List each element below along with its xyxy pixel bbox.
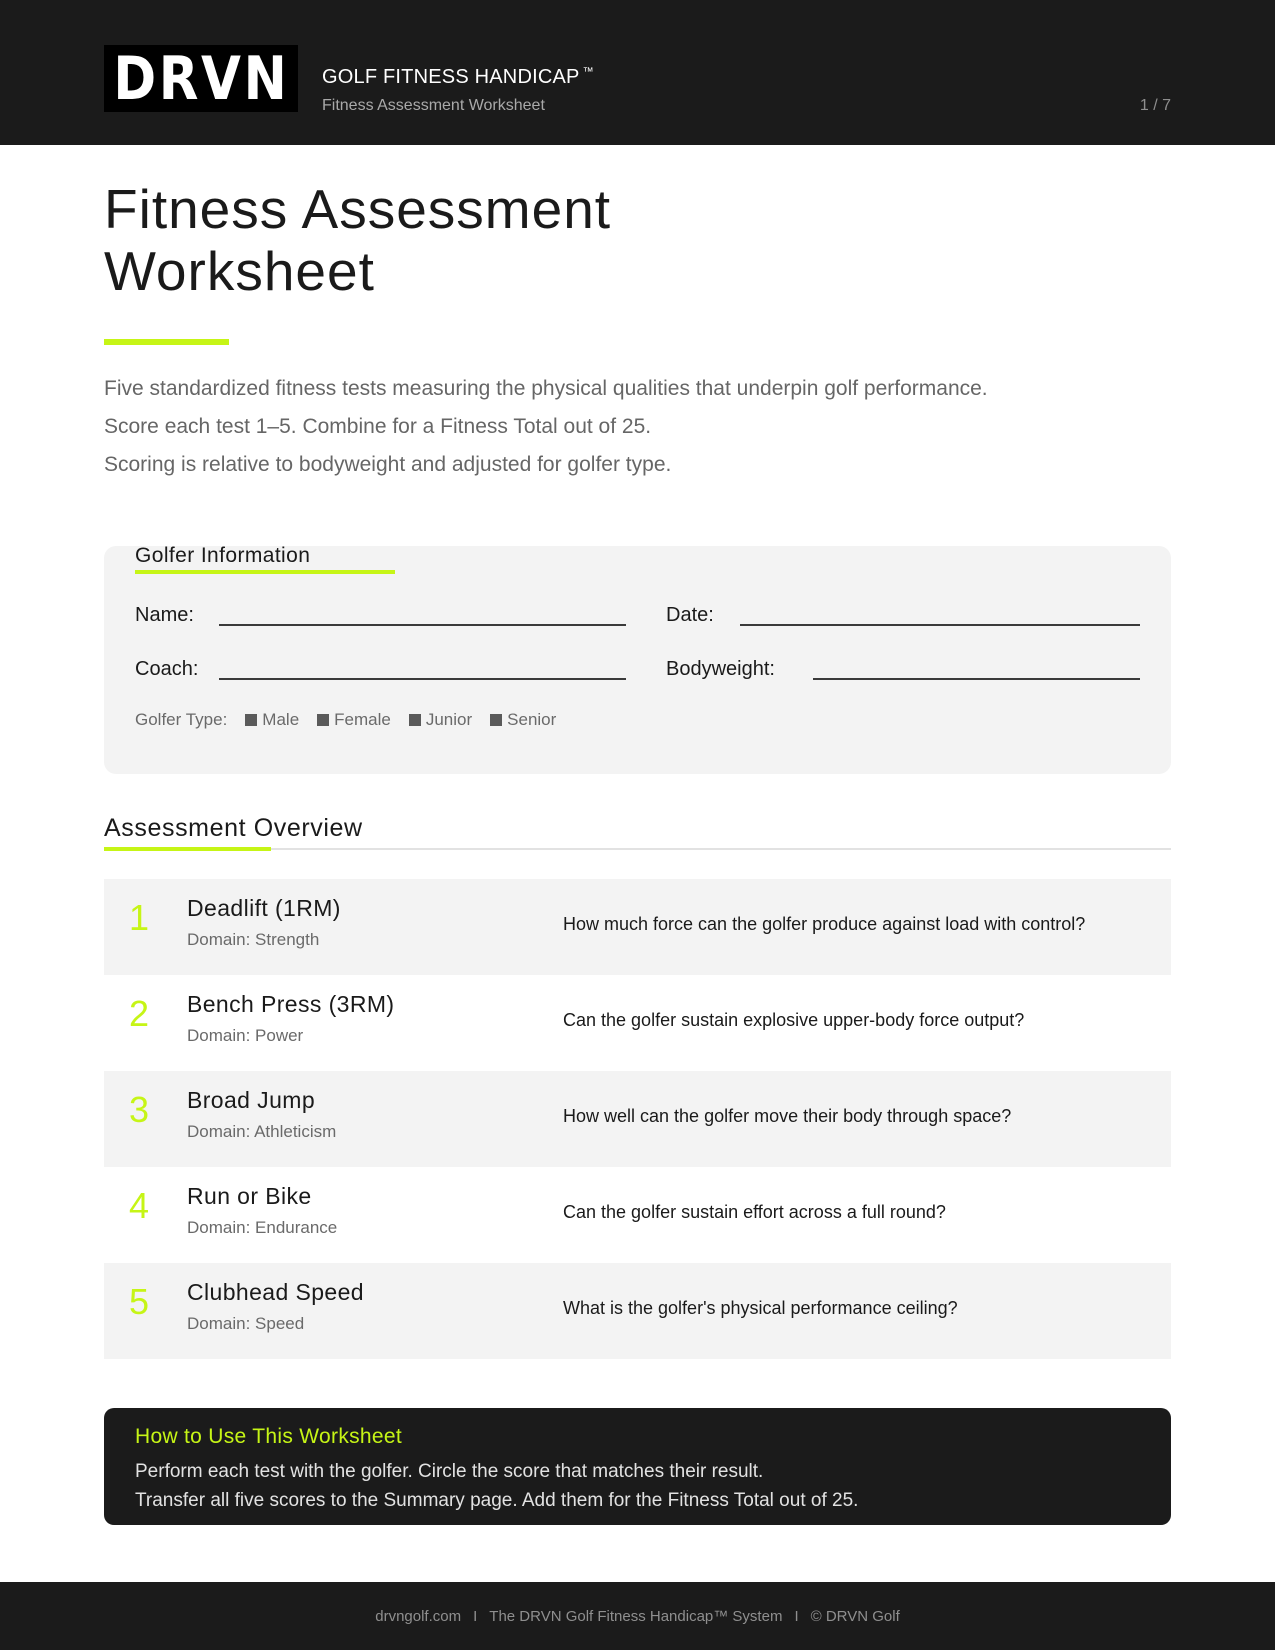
date-field[interactable] <box>740 624 1140 626</box>
golfer-type-row <box>135 710 556 730</box>
golfer-type-label: Golfer Type: <box>135 710 228 729</box>
test-number: 4 <box>129 1185 150 1226</box>
coach-label: Coach: <box>135 658 199 680</box>
name-field[interactable] <box>219 624 626 626</box>
test-name: Run or Bike <box>187 1183 312 1209</box>
test-domain: Domain: Power <box>187 1026 304 1045</box>
header-subtitle: Fitness Assessment Worksheet <box>322 97 545 114</box>
drvn-logo <box>104 45 298 112</box>
test-domain: Domain: Athleticism <box>187 1122 337 1141</box>
test-name: Deadlift (1RM) <box>187 895 341 921</box>
intro-line: Scoring is relative to bodyweight and adjusted for golfer type. <box>104 453 672 476</box>
how-to-use-line: Transfer all five scores to the Summary page. Add them for the Fitness Total out of 25. <box>135 1490 859 1511</box>
golfer-type-option-label: Female <box>334 710 391 729</box>
test-number: 3 <box>129 1089 150 1130</box>
test-name: Broad Jump <box>187 1087 316 1113</box>
checkbox-icon[interactable] <box>490 714 502 726</box>
assessment-row <box>104 1071 1171 1167</box>
title-accent-bar <box>104 339 229 345</box>
test-name: Clubhead Speed <box>187 1279 364 1305</box>
checkbox-icon[interactable] <box>245 714 257 726</box>
golfer-info-accent <box>135 570 395 574</box>
checkbox-icon[interactable] <box>409 714 421 726</box>
assessment-row <box>104 1263 1171 1359</box>
test-domain: Domain: Strength <box>187 930 320 949</box>
assessment-row <box>104 975 1171 1071</box>
golfer-type-senior[interactable] <box>490 710 556 730</box>
test-name: Bench Press (3RM) <box>187 991 395 1017</box>
assessment-row <box>104 879 1171 975</box>
golfer-type-male[interactable] <box>245 710 299 730</box>
footer-copyright: © DRVN Golf <box>810 1607 900 1625</box>
page-title-line-2: Worksheet <box>104 240 375 302</box>
test-number: 5 <box>129 1281 150 1322</box>
golfer-type-female[interactable] <box>317 710 391 730</box>
golfer-type-option-label: Junior <box>425 710 473 729</box>
header-bar <box>0 0 1275 145</box>
test-number: 1 <box>129 897 150 938</box>
bodyweight-field[interactable] <box>813 678 1140 680</box>
test-question: What is the golfer's physical performance ceiling? <box>563 1298 958 1318</box>
how-to-use-title: How to Use This Worksheet <box>135 1425 402 1448</box>
test-question: How much force can the golfer produce against load with control? <box>563 914 1086 934</box>
assessment-row <box>104 1167 1171 1263</box>
checkbox-icon[interactable] <box>317 714 329 726</box>
golfer-type-junior[interactable] <box>409 710 472 730</box>
brand-title <box>322 66 594 89</box>
footer-separator: I <box>794 1607 799 1625</box>
golfer-type-option-label: Senior <box>507 710 557 729</box>
page-title <box>104 178 611 302</box>
test-domain: Domain: Speed <box>187 1314 305 1333</box>
page-title-line-1: Fitness Assessment <box>104 178 612 240</box>
logo-text: DRVN <box>112 43 290 114</box>
test-question: Can the golfer sustain effort across a full round? <box>563 1202 946 1222</box>
intro-line: Five standardized fitness tests measuring the physical qualities that underpin golf performance. <box>104 377 988 400</box>
trademark-mark: ™ <box>582 66 594 79</box>
footer-separator: I <box>473 1607 478 1625</box>
intro-line: Score each test 1–5. Combine for a Fitness Total out of 25. <box>104 415 652 438</box>
test-question: How well can the golfer move their body through space? <box>563 1106 1012 1126</box>
test-domain: Domain: Endurance <box>187 1218 338 1237</box>
name-label: Name: <box>135 604 194 626</box>
assessment-list <box>104 879 1171 1359</box>
assessment-overview-heading: Assessment Overview <box>104 814 363 842</box>
golfer-info-heading: Golfer Information <box>135 544 311 567</box>
golfer-type-option-label: Male <box>262 710 300 729</box>
coach-field[interactable] <box>219 678 626 680</box>
footer-bar <box>0 1582 1275 1650</box>
overview-accent <box>104 847 271 851</box>
intro-text <box>104 370 988 484</box>
test-number: 2 <box>129 993 150 1034</box>
brand-title-text: GOLF FITNESS HANDICAP <box>322 66 580 88</box>
how-to-use-line: Perform each test with the golfer. Circle the score that matches their result. <box>135 1461 764 1482</box>
golfer-info-card <box>104 546 1171 774</box>
page-number: 1 / 7 <box>1139 97 1171 114</box>
footer-site-link[interactable]: drvngolf.com <box>375 1607 462 1625</box>
test-question: Can the golfer sustain explosive upper-body force output? <box>563 1010 1025 1030</box>
how-to-use-panel <box>104 1408 1171 1525</box>
date-label: Date: <box>666 604 714 626</box>
bodyweight-label: Bodyweight: <box>666 658 775 680</box>
footer-system-text: The DRVN Golf Fitness Handicap™ System <box>489 1607 783 1625</box>
